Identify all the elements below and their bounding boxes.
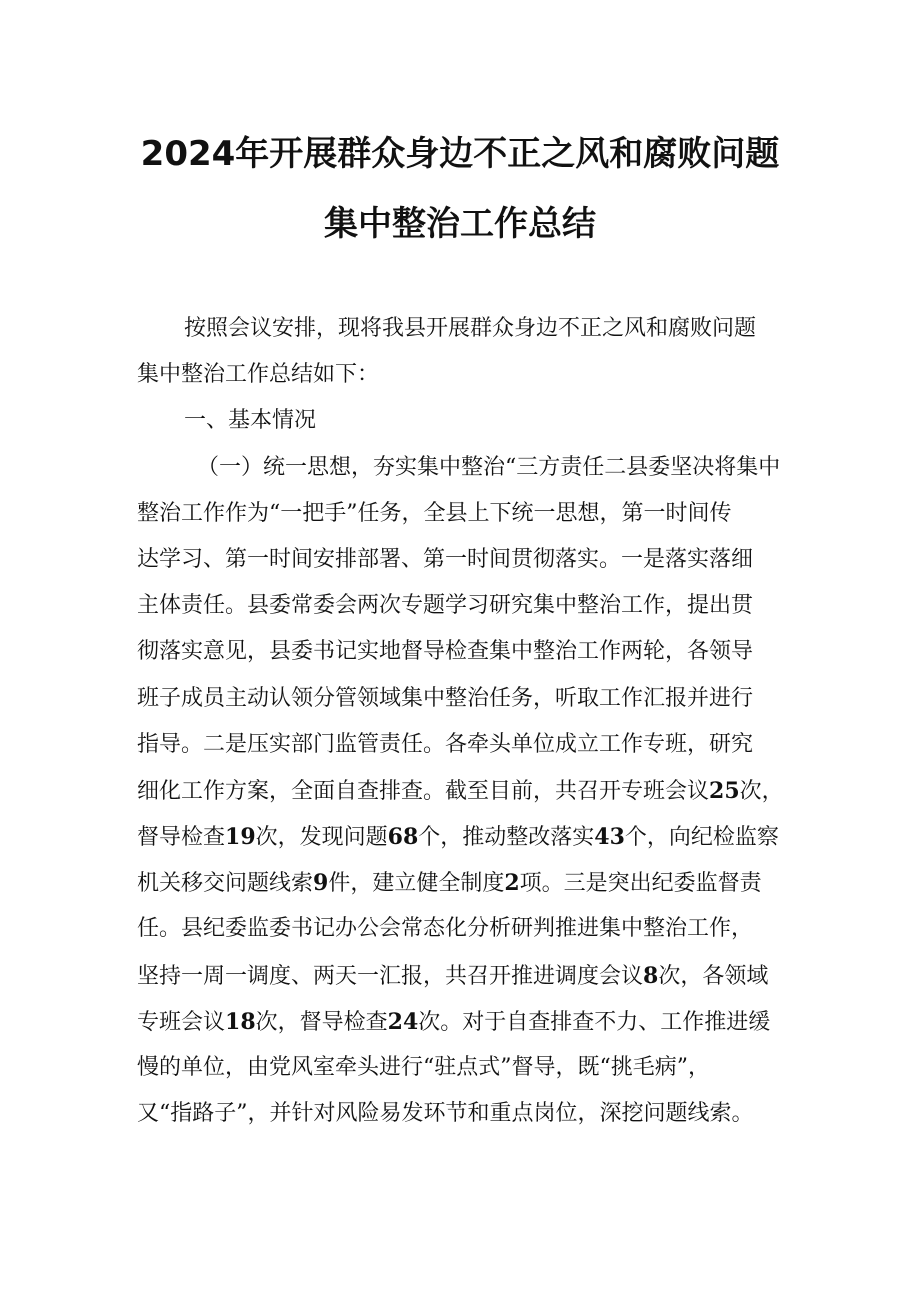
paragraph-body-line: 主体责任。县委常委会两次专题学习研究集中整治工作，提出贯: [137, 593, 754, 619]
paragraph-body-line: 指导。二是压实部门监管责任。各牵头单位成立工作专班，研究: [137, 731, 754, 757]
paragraph-body-line: 机关移交问题线索9件，建立健全制度2项。三是突出纪委监督责: [137, 870, 762, 897]
paragraph-body-line: 坚持一周一调度、两天一汇报，共召开推进调度会议8次，各领域: [137, 962, 769, 989]
paragraph-body-line: 专班会议18次，督导检查24次。对于自查排查不力、工作推进缓: [137, 1008, 771, 1035]
document-title-line-2: 集中整治工作总结: [324, 204, 596, 244]
document-title-line-1: 2024年开展群众身边不正之风和腐败问题: [140, 134, 780, 174]
paragraph-intro-line-1: 按照会议安排，现将我县开展群众身边不正之风和腐败问题: [184, 316, 757, 341]
document-body: [137, 306, 793, 1137]
paragraph-body-line: 细化工作方案，全面自查排查。截至目前，共召开专班会议25次，: [137, 777, 784, 804]
section-heading-basic-situation: 一、基本情况: [184, 408, 317, 434]
paragraph-body-line: 任。县纪委监委书记办公会常态化分析研判推进集中整治工作，: [137, 916, 754, 942]
paragraph-intro-line-2: 集中整治工作总结如下：: [137, 362, 380, 388]
paragraph-body-line: 班子成员主动认领分管领域集中整治任务，听取工作汇报并进行: [137, 685, 754, 711]
paragraph-body-line: （一）统一思想，夯实集中整治“三方责任二县委坚决将集中: [197, 454, 781, 480]
paragraph-body-line: 整治工作作为“一把手”任务，全县上下统一思想，第一时间传: [137, 500, 732, 526]
paragraph-body-line: 又“指路子”，并针对风险易发环节和重点岗位，深挖问题线索。: [137, 1101, 754, 1127]
paragraph-body-line: 彻落实意见，县委书记实地督导检查集中整治工作两轮，各领导: [137, 639, 754, 665]
paragraph-body-line: 慢的单位，由党风室牵头进行“驻点式”督导，既“挑毛病”，: [137, 1055, 710, 1080]
paragraph-body-line: 督导检查19次，发现问题68个，推动整改落实43个，向纪检监察: [137, 824, 779, 851]
paragraph-body-line: 达学习、第一时间安排部署、第一时间贯彻落实。一是落实落细: [137, 546, 754, 572]
